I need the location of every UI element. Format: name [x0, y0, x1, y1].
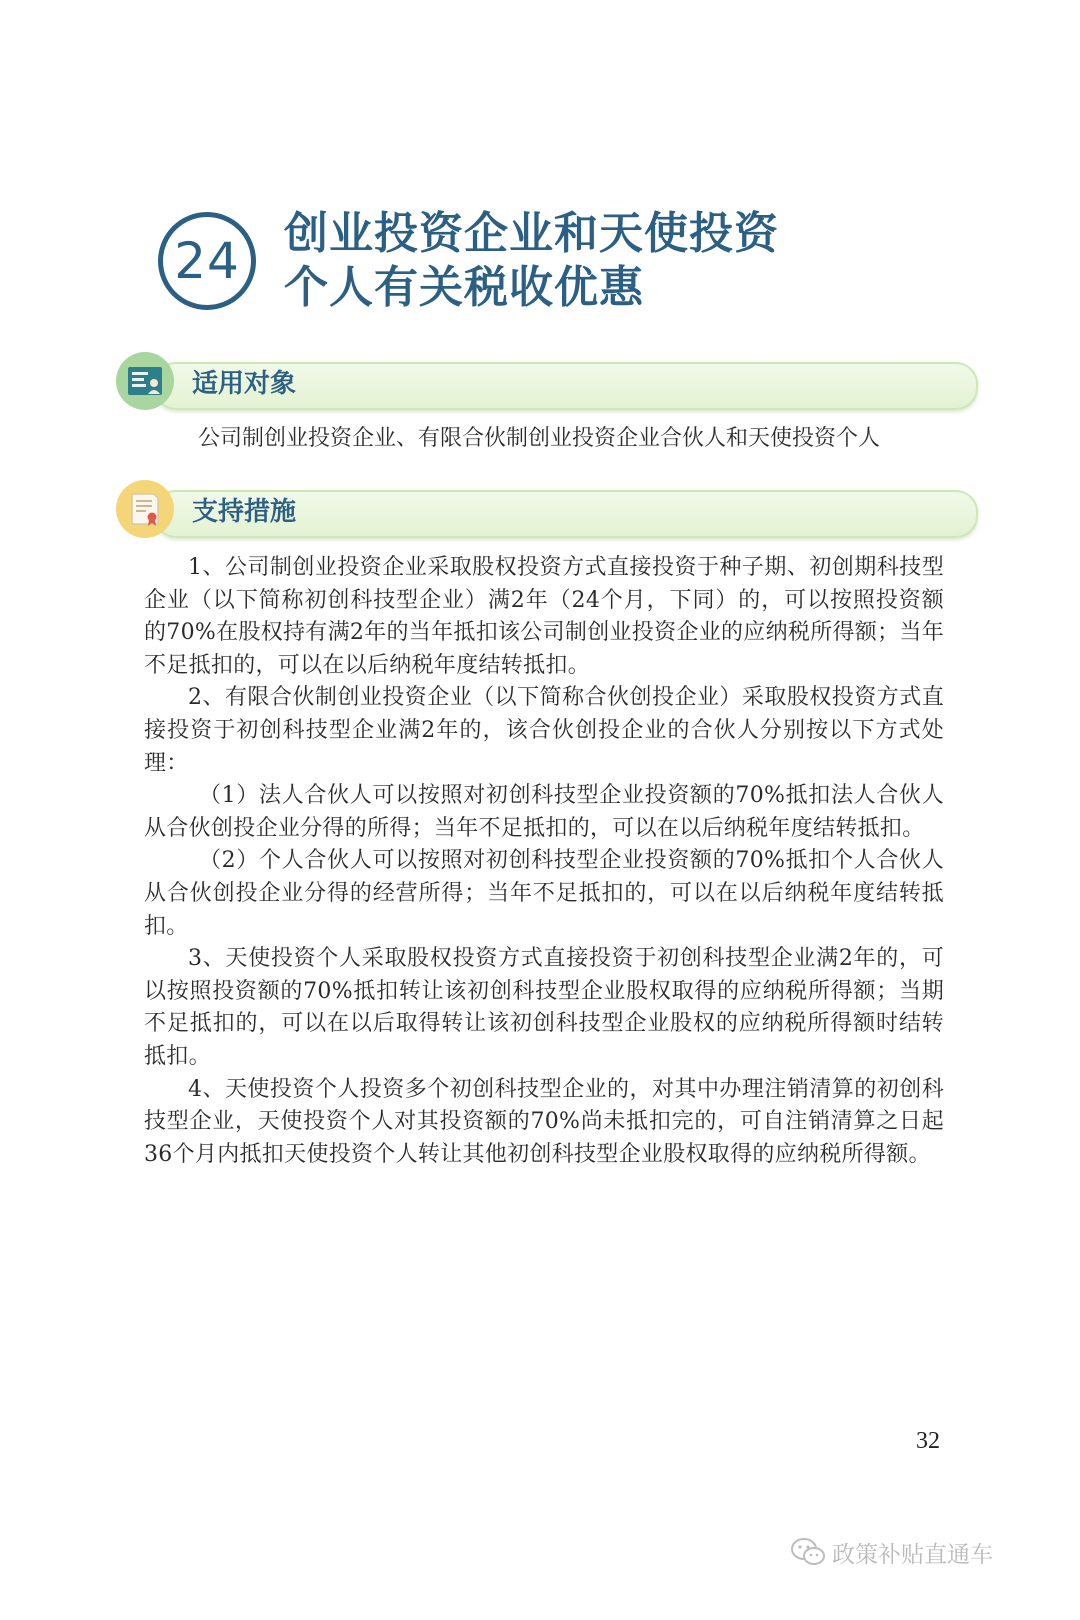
section-header-applicable: [116, 352, 976, 416]
measure-paragraph: 2、有限合伙制创业投资企业（以下简称合伙创投企业）采取股权投资方式直接投资于初创科技型企业满2年的，该合伙创投企业的合伙人分别按以下方式处理：: [144, 685, 944, 776]
chapter-number-badge: 24: [158, 212, 256, 310]
id-card-icon: [116, 352, 174, 410]
applicable-subjects-text: 公司制创业投资企业、有限合伙制创业投资企业合伙人和天使投资个人: [198, 426, 881, 451]
chapter-title: [284, 207, 779, 315]
chapter-title-line-1: 创业投资企业和天使投资: [284, 208, 779, 259]
measure-paragraph: 1、公司制创业投资企业采取股权投资方式直接投资于种子期、初创期科技型企业（以下简称初创科技型企业）满2年（24个月，下同）的，可以按照投资额的70%在股权持有满2年的当年抵扣该公司制创业投资企业的应纳税所得额；当年不足抵扣的，可以在以后纳税年度结转抵扣。: [144, 555, 944, 678]
section-heading: 支持措施: [192, 497, 297, 527]
certificate-icon: [116, 480, 174, 538]
measure-paragraph: （1）法人合伙人可以按照对初创科技型企业投资额的70%抵扣法人合伙人从合伙创投企业分得的所得；当年不足抵扣的，可以在以后纳税年度结转抵扣。: [144, 783, 944, 841]
measure-paragraph: 3、天使投资个人采取股权投资方式直接投资于初创科技型企业满2年的，可以按照投资额的70%抵扣转让该初创科技型企业股权取得的应纳税所得额；当期不足抵扣的，可以在以后取得转让该初创科技型企业股权的应纳税所得额时结转抵扣。: [144, 946, 944, 1069]
measure-paragraph: （2）个人合伙人可以按照对初创科技型企业投资额的70%抵扣个人合伙人从合伙创投企业分得的经营所得；当年不足抵扣的，可以在以后纳税年度结转抵扣。: [144, 848, 944, 939]
measure-paragraph: 4、天使投资个人投资多个初创科技型企业的，对其中办理注销清算的初创科技型企业，天使投资个人对其投资额的70%尚未抵扣完的，可自注销清算之日起36个月内抵扣天使投资个人转让其他初创科技型企业股权取得的应纳税所得额。: [144, 1076, 944, 1167]
watermark: [790, 1532, 993, 1572]
support-measures-body: [144, 552, 944, 1171]
section-header-measures: [116, 480, 976, 544]
section-heading: 适用对象: [192, 369, 297, 399]
chapter-title-line-2: 个人有关税收优惠: [284, 262, 644, 313]
page-number: 32: [916, 1428, 940, 1454]
chapter-title-block: [158, 207, 798, 317]
wechat-icon: [790, 1537, 826, 1567]
watermark-text: 政策补贴直通车: [832, 1541, 993, 1568]
